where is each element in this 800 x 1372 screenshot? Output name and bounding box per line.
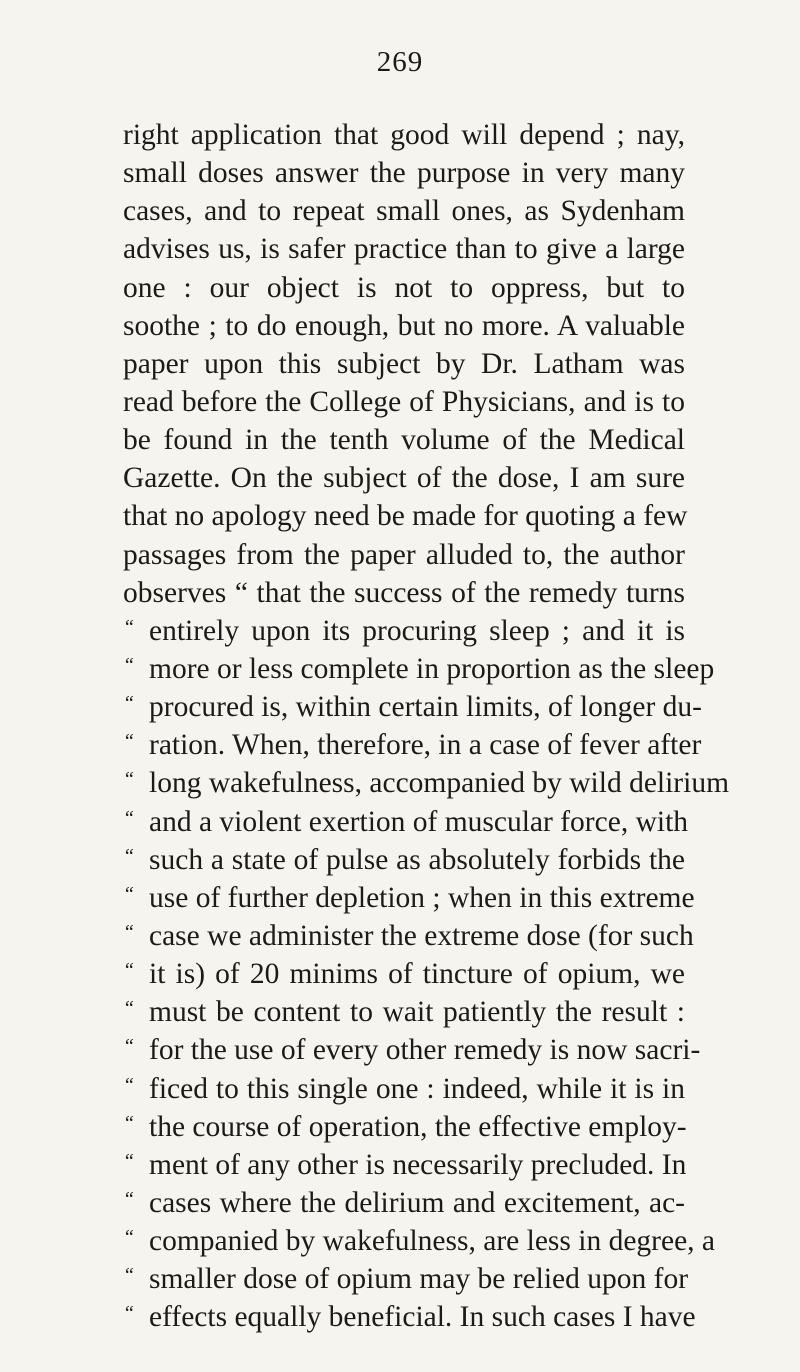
text-line [123,917,694,955]
text-line [123,879,695,917]
text-line: observes “ that the success of the remedy turns [123,576,685,609]
text-line: passages from the paper alluded to, the author [123,538,685,571]
text-line-content: for the use of every other remedy is now sacri- [149,1034,701,1067]
quote-mark: “ [123,692,135,715]
quote-mark: “ [123,1264,135,1287]
quote-mark: “ [123,615,135,638]
text-line-content: more or less complete in proportion as the sleep [149,652,715,685]
text-line-content: such a state of pulse as absolutely forbids the [149,843,685,876]
quote-mark: “ [123,768,135,791]
quote-mark: “ [123,1111,135,1134]
text-line-content: entirely upon its procuring sleep ; and it is [149,614,685,647]
quote-mark: “ [123,920,135,943]
text-line: small doses answer the purpose in very many [123,157,685,190]
text-line: right application that good will depend ; nay, [123,119,685,151]
text-line [123,650,715,688]
text-line [123,1070,685,1108]
text-line [123,1222,716,1260]
text-line [123,955,685,993]
text-line-content: smaller dose of opium may be relied upon for [149,1263,689,1296]
text-line: advises us, is safer practice than to give a large [123,233,685,266]
page-number: 269 [376,46,424,78]
text-line [123,688,702,726]
text-line-content: must be content to wait patiently the result : [149,996,685,1029]
quote-mark: “ [123,806,135,829]
text-line: soothe ; to do enough, but no more. A valuable [123,309,685,342]
text-line [123,1298,696,1336]
quote-mark: “ [123,1073,135,1096]
text-line [123,803,689,841]
text-line-content: ment of any other is necessarily precluded. In [149,1148,687,1181]
text-line-content: ficed to this single one : indeed, while it is in [149,1072,685,1105]
text-line [123,993,685,1031]
body-text [123,116,730,1337]
text-line-content: and a violent exertion of muscular force, with [149,805,689,838]
text-line: paper upon this subject by Dr. Latham was [123,347,685,380]
quote-mark: “ [123,1187,135,1210]
text-line [123,1260,689,1298]
quote-mark: “ [123,959,135,982]
text-line-content: procured is, within certain limits, of longer du- [149,691,702,724]
text-line: that no apology need be made for quoting a few [123,500,688,533]
quote-mark: “ [123,730,135,753]
quote-mark: “ [123,1149,135,1172]
text-line [123,612,685,650]
text-line-content: the course of operation, the effective employ- [149,1110,687,1143]
text-line: Gazette. On the subject of the dose, I am sure [123,462,685,495]
text-line: cases, and to repeat small ones, as Sydenham [123,195,685,228]
text-line-content: it is) of 20 minims of tincture of opium, we [149,958,685,991]
text-line [123,764,730,802]
quote-mark: “ [123,653,135,676]
text-line [123,1146,685,1184]
text-line-content: case we administer the extreme dose (for such [149,919,694,952]
text-line [123,1108,685,1146]
quote-mark: “ [123,844,135,867]
text-line-content: companied by wakefulness, are less in degree, a [149,1225,716,1258]
text-line-content: long wakefulness, accompanied by wild delirium [149,767,730,800]
text-line: be found in the tenth volume of the Medical [123,424,685,457]
quote-mark: “ [123,997,135,1020]
text-line: read before the College of Physicians, and is to [123,385,685,418]
text-line-content: ration. When, therefore, in a case of fever after [149,729,702,762]
text-line-content: cases where the delirium and excitement, ac- [149,1186,685,1219]
text-line: one : our object is not to oppress, but to [123,271,685,304]
text-line-content: use of further depletion ; when in this extreme [149,881,695,914]
text-line-content: effects equally beneficial. In such cases I have [149,1301,696,1334]
quote-mark: “ [123,1226,135,1249]
text-line [123,1184,685,1222]
quote-mark: “ [123,1302,135,1325]
quote-mark: “ [123,1035,135,1058]
text-line [123,841,685,879]
text-line [123,726,702,764]
text-line [123,1031,701,1069]
quote-mark: “ [123,882,135,905]
